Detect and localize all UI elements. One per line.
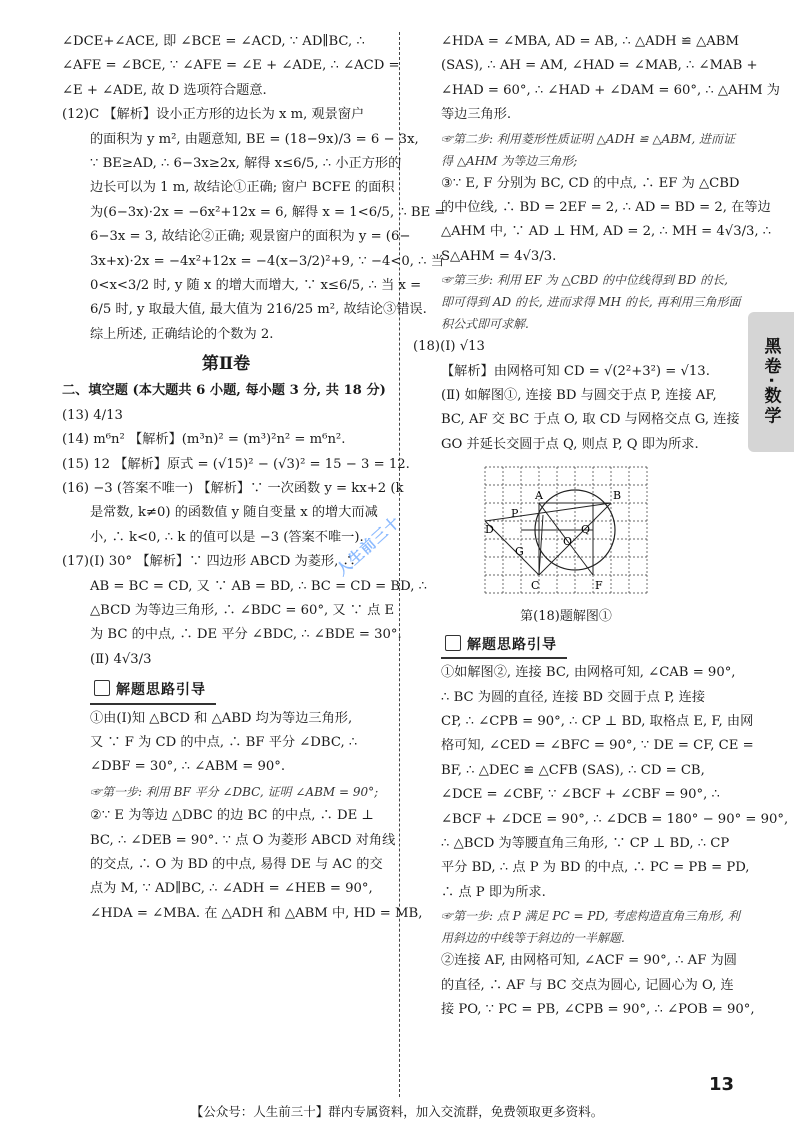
figure-caption: 第(18)题解图①: [520, 608, 612, 624]
guide-line: 的交点, ∴ O 为 BD 的中点, 易得 DE 与 AC 的交: [90, 857, 383, 872]
guide-icon: [94, 680, 110, 696]
guide-line: 平分 BD, ∴ 点 P 为 BD 的中点, ∴ PC = PB = PD,: [441, 860, 750, 876]
q18-line: 【解析】由网格可知 CD = √(2²+3²) = √13.: [441, 363, 710, 379]
guide-line: 接 PO, ∵ PC = PB, ∠CPB = 90°, ∴ ∠POB = 90°,: [441, 1001, 755, 1017]
guide-line: ∴ △BCD 为等腰直角三角形, ∵ CP ⊥ BD, ∴ CP: [441, 835, 730, 851]
guide-line: ①由(Ⅰ)知 △BCD 和 △ABD 均为等边三角形,: [90, 710, 353, 726]
q17-line: 为 BC 的中点, ∴ DE 平分 ∠BDC, ∴ ∠BDE = 30°.: [90, 627, 402, 643]
proof-line: △AHM 中, ∵ AD ⊥ HM, AD = 2, ∴ MH = 4√3/3, ∴: [441, 224, 772, 240]
intro-line: ∠E + ∠ADE, 故 D 选项符合题意.: [62, 82, 267, 98]
intro-line: ∠AFE = ∠BCE, ∵ ∠AFE = ∠E + ∠ADE, ∴ ∠ACD =: [62, 58, 400, 74]
proof-line: ∠HAD = 60°, ∴ ∠HAD + ∠DAM = 60°, ∴ △AHM 为: [441, 82, 780, 98]
q17-line: (Ⅱ) 4√3/3: [90, 651, 152, 667]
q13-answer: (13) 4/13: [62, 407, 123, 423]
page-number: 13: [708, 1074, 734, 1095]
q12-line: 为(6−3x)·2x = −6x²+12x = 6, 解得 x = 1<6/5, ∴ BE =: [90, 204, 446, 220]
guide-line: BF, ∴ △DEC ≌ △CFB (SAS), ∴ CD = CB,: [441, 762, 705, 778]
guide-line: BC, ∴ ∠DEB = 90°. ∵ 点 O 为菱形 ABCD 对角线: [90, 832, 396, 848]
step-note: ☞第二步: 利用菱形性质证明 △ADH ≌ △ABM, 进而证得 △AHM 为等边三角形;: [441, 131, 735, 168]
label-p: P: [511, 507, 519, 521]
proof-line: ③∵ E, F 分别为 BC, CD 的中点, ∴ EF 为 △CBD: [441, 175, 740, 191]
label-a: A: [535, 489, 543, 503]
grid-circle-diagram: [481, 463, 651, 597]
q12-line: 6/5 时, y 取最大值, 最大值为 216/25 m², 故结论③错误.: [90, 302, 427, 318]
guide-line: 点为 M, ∵ AD∥BC, ∴ ∠ADH = ∠HEB = 90°,: [90, 881, 373, 897]
q17-line: △BCD 为等边三角形, ∴ ∠BDC = 60°, 又 ∵ 点 E: [90, 602, 395, 618]
q16-line: 是常数, k≠0) 的函数值 y 随自变量 x 的增大而减: [90, 505, 378, 521]
left-column: [62, 30, 446, 926]
q15-answer: (15) 12 【解析】原式 = (√15)² − (√3)² = 15 − 3 = 12.: [62, 456, 410, 472]
guide-line: ∴ BC 为圆的直径, 连接 BD 交圆于点 P, 连接: [441, 689, 706, 705]
q12-line: (12)C 【解析】设小正方形的边长为 x m, 观景窗户: [62, 107, 365, 123]
q16-line: (16) −3 (答案不唯一) 【解析】∵ 一次函数 y = kx+2 (k: [62, 480, 404, 496]
intro-line: ∠DCE+∠ACE, 即 ∠BCE = ∠ACD, ∵ AD∥BC, ∴: [62, 34, 365, 49]
label-g: G: [515, 545, 524, 559]
guide-line: ∴ 点 P 即为所求.: [441, 884, 546, 900]
column-divider: [399, 32, 400, 1097]
q12-line: 的面积为 y m², 由题意知, BE = (18−9x)/3 = 6 − 3x,: [90, 131, 419, 147]
guide-line: ∠DCE = ∠CBF, ∵ ∠BCF + ∠CBF = 90°, ∴: [441, 787, 720, 803]
guide-line: 的直径, ∴ AF 与 BC 交点为圆心, 记圆心为 O, 连: [441, 977, 734, 993]
proof-line: 等边三角形.: [441, 107, 512, 123]
guide-line: ②连接 AF, 由网格可知, ∠ACF = 90°, ∴ AF 为圆: [441, 953, 737, 969]
guide-line: CP, ∴ ∠CPB = 90°, ∴ CP ⊥ BD, 取格点 E, F, 由网: [441, 713, 754, 729]
q14-answer: (14) m⁶n² 【解析】(m³n)² = (m³)²n² = m⁶n².: [62, 432, 346, 448]
side-tab-label: 黑卷·数学: [760, 337, 781, 427]
guide-title: 解题思路引导: [467, 636, 557, 653]
guide-line: 又 ∵ F 为 CD 的中点, ∴ BF 平分 ∠DBC, ∴: [90, 734, 358, 750]
q18-line: (Ⅱ) 如解图①, 连接 BD 与圆交于点 P, 连接 AF,: [441, 388, 717, 404]
subject-side-tab: [748, 312, 794, 452]
q17-line: (17)(Ⅰ) 30° 【解析】∵ 四边形 ABCD 为菱形, ∴: [62, 554, 356, 570]
guide-title: 解题思路引导: [116, 682, 206, 699]
footer-note: 【公众号：人生前三十】群内专属资料，加入交流群，免费领取更多资料。: [190, 1104, 604, 1119]
q18-line: GO 并延长交圆于点 Q, 则点 P, Q 即为所求.: [441, 436, 699, 452]
q18-answer: (18)(Ⅰ) √13: [413, 339, 485, 355]
q18-figure: [481, 463, 651, 626]
guide-icon: [445, 635, 461, 651]
watermark: 人生前三十: [332, 512, 405, 580]
guide-line: 格可知, ∠CED = ∠BFC = 90°, ∵ DE = CF, CE =: [441, 738, 754, 754]
label-q: Q: [581, 523, 591, 537]
proof-line: 的中位线, ∴ BD = 2EF = 2, ∴ AD = BD = 2, 在等边: [441, 200, 771, 216]
proof-line: S△AHM = 4√3/3.: [441, 248, 557, 264]
part-title: 二、填空题 (本大题共 6 小题, 每小题 3 分, 共 18 分): [62, 383, 386, 399]
proof-line: (SAS), ∴ AH = AM, ∠HAD = ∠MAB, ∴ ∠MAB +: [441, 58, 758, 74]
q12-line: 0<x<3/2 时, y 随 x 的增大而增大, ∵ x≤6/5, ∴ 当 x =: [90, 278, 422, 294]
label-o: O: [563, 535, 573, 549]
step-note: ☞第一步: 点 P 满足 PC = PD, 考虑构造直角三角形, 利用斜边的中线等于斜边的一半解题.: [441, 909, 740, 946]
guide-line: ∠BCF + ∠DCE = 90°, ∴ ∠DCB = 180° − 90° = 90°,: [441, 811, 789, 827]
proof-line: ∠HDA = ∠MBA, AD = AB, ∴ △ADH ≌ △ABM: [441, 34, 739, 49]
q18-line: BC, AF 交 BC 于点 O, 取 CD 与网格交点 G, 连接: [441, 412, 740, 428]
guide-line: ①如解图②, 连接 BC, 由网格可知, ∠CAB = 90°,: [441, 665, 736, 681]
q17-line: AB = BC = CD, 又 ∵ AB = BD, ∴ BC = CD = BD, ∴: [90, 578, 427, 594]
q12-line: 6−3x = 3, 故结论②正确; 观景窗户的面积为 y = (6−: [90, 229, 411, 245]
label-f: F: [595, 579, 603, 593]
q16-line: 小, ∴ k<0, ∴ k 的值可以是 −3 (答案不唯一).: [90, 529, 364, 545]
label-d: D: [485, 523, 494, 537]
step-note: ☞第一步: 利用 BF 平分 ∠DBC, 证明 ∠ABM = 90°;: [90, 784, 379, 799]
solution-guide-heading: [90, 678, 216, 704]
guide-line: ②∵ E 为等边 △DBC 的边 BC 的中点, ∴ DE ⊥: [90, 808, 374, 824]
section-title: 第Ⅱ卷: [201, 354, 251, 375]
q12-line: 边长可以为 1 m, 故结论①正确; 窗户 BCFE 的面积: [90, 180, 395, 196]
q12-line: 3x+x)·2x = −4x²+12x = −4(x−3/2)²+9, ∵ −4<0, ∴ 当: [90, 253, 444, 269]
guide-line: ∠DBF = 30°, ∴ ∠ABM = 90°.: [90, 759, 286, 775]
label-b: B: [613, 489, 622, 503]
label-c: C: [531, 579, 540, 593]
guide-line: ∠HDA = ∠MBA. 在 △ADH 和 △ABM 中, HD = MB,: [90, 905, 423, 921]
q12-line: ∵ BE≥AD, ∴ 6−3x≥2x, 解得 x≤6/5, ∴ 小正方形的: [90, 156, 402, 172]
q12-line: 综上所述, 正确结论的个数为 2.: [90, 326, 274, 342]
solution-guide-heading: [441, 633, 567, 659]
step-note: ☞第三步: 利用 EF 为 △CBD 的中位线得到 BD 的长, 即可得到 AD 的长, 进而求得 MH 的长, 再利用三角形面积公式即可求解.: [441, 273, 741, 332]
